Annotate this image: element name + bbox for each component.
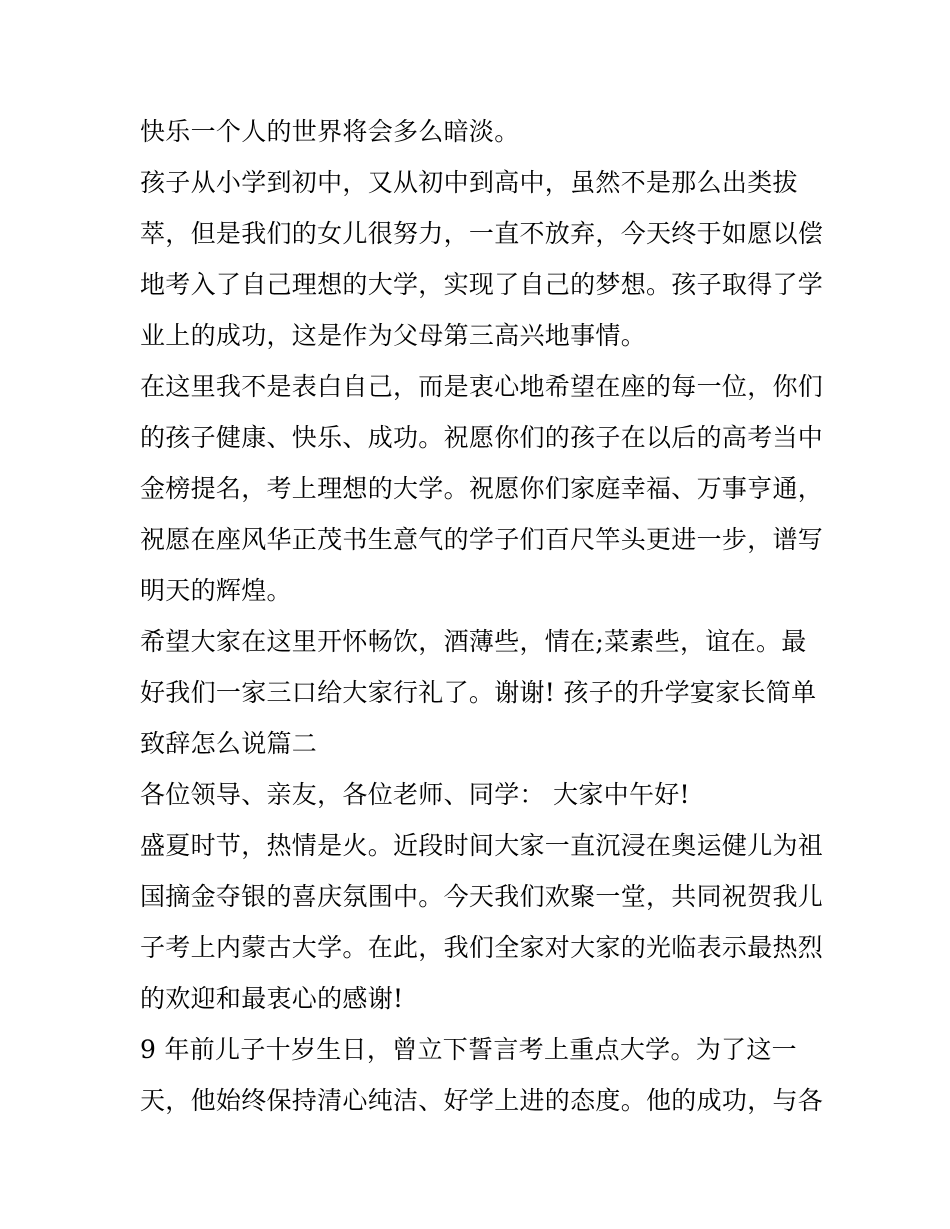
greeting-line: 各位领导、亲友，各位老师、同学： 大家中午好!	[140, 780, 690, 809]
text-line: 子考上内蒙古大学。在此，我们全家对大家的光临表示最热烈	[140, 933, 824, 962]
text-line: 金榜提名，考上理想的大学。祝愿你们家庭幸福、万事亨通，	[140, 474, 824, 503]
text-line: 孩子从小学到初中，又从初中到高中，虽然不是那么出类拔	[140, 168, 798, 197]
text-line: 快乐一个人的世界将会多么暗淡。	[140, 117, 520, 146]
text-line: 在这里我不是表白自己，而是衷心地希望在座的每一位，你们	[140, 372, 824, 401]
text-line: 萃，但是我们的女儿很努力，一直不放弃，今天终于如愿以偿	[140, 219, 824, 248]
text-line: 国摘金夺银的喜庆氛围中。今天我们欢聚一堂，共同祝贺我儿	[140, 882, 824, 911]
text-line: 好我们一家三口给大家行礼了。谢谢! 孩子的升学宴家长简单	[140, 678, 817, 707]
text-line: 的孩子健康、快乐、成功。祝愿你们的孩子在以后的高考当中	[140, 423, 824, 452]
text-line: 地考入了自己理想的大学，实现了自己的梦想。孩子取得了学	[140, 270, 824, 299]
text-line: 祝愿在座风华正茂书生意气的学子们百尺竿头更进一步，谱写	[140, 525, 824, 554]
text-line: 的欢迎和最衷心的感谢!	[140, 984, 404, 1013]
document-body	[140, 106, 824, 1126]
text-line: 天，他始终保持清心纯洁、好学上进的态度。他的成功，与各	[140, 1086, 824, 1115]
section-heading: 致辞怎么说篇二	[140, 729, 318, 758]
text-line: 希望大家在这里开怀畅饮，酒薄些，情在;菜素些，谊在。最	[140, 627, 807, 656]
text-line: 业上的成功，这是作为父母第三高兴地事情。	[140, 321, 647, 350]
text-line: 9 年前儿子十岁生日，曾立下誓言考上重点大学。为了这一	[140, 1035, 797, 1064]
text-line: 盛夏时节，热情是火。近段时间大家一直沉浸在奥运健儿为祖	[140, 831, 824, 860]
text-line: 明天的辉煌。	[140, 576, 292, 605]
